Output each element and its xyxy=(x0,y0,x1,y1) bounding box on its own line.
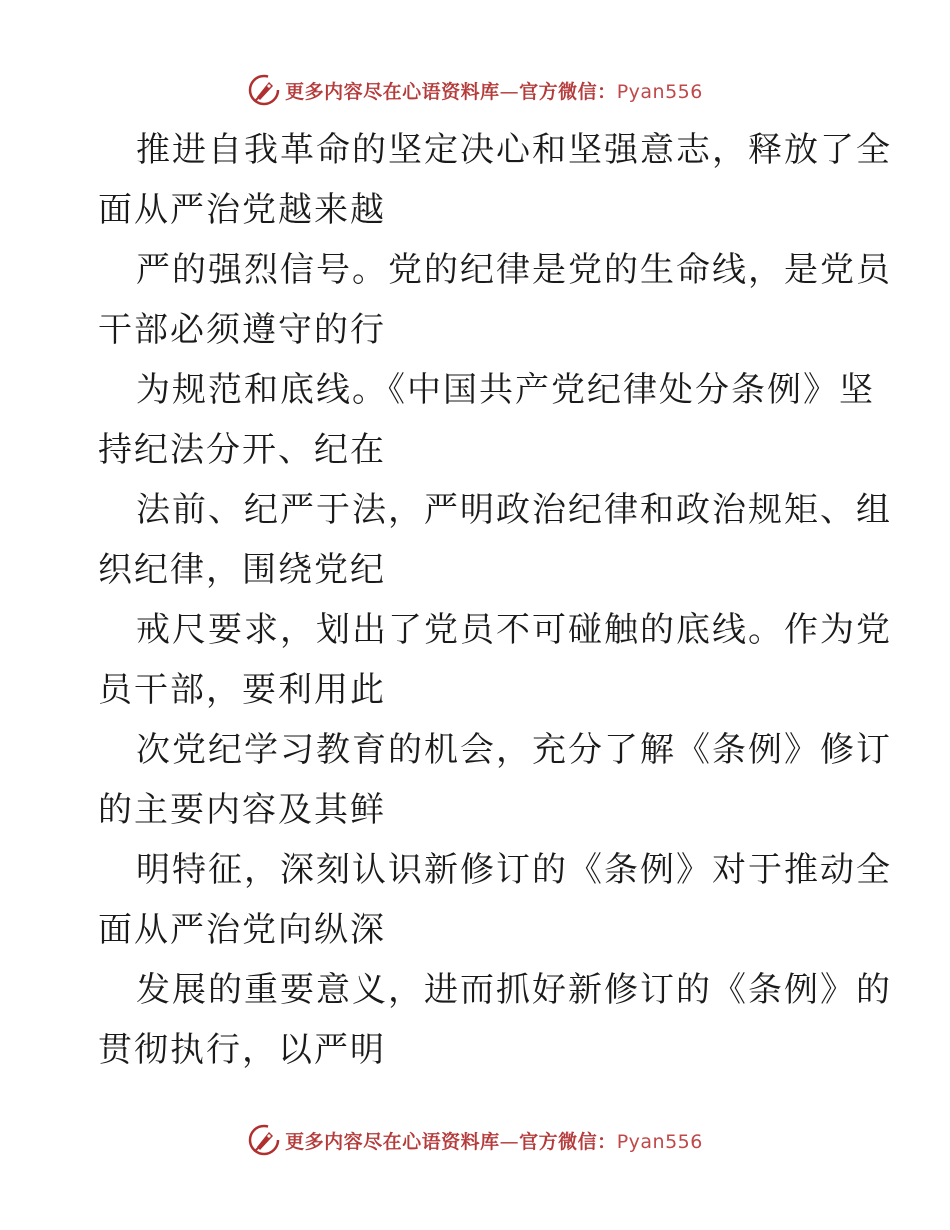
footer-banner xyxy=(0,1120,950,1160)
footer-text xyxy=(285,1127,703,1154)
text-line: 次党纪学习教育的机会，充分了解《条例》修订 xyxy=(136,730,892,770)
header-banner xyxy=(0,70,950,110)
text-line: 法前、纪严于法，严明政治纪律和政治规矩、组 xyxy=(136,490,892,530)
text-line: 戒尺要求，划出了党员不可碰触的底线。作为党 xyxy=(136,610,892,650)
text-line-pair-4 xyxy=(98,480,892,600)
footer-separator: — xyxy=(499,1130,520,1153)
header-contact-id: Pyan556 xyxy=(616,80,703,103)
text-line: 织纪律，围绕党纪 xyxy=(98,550,386,590)
text-line-pair-3 xyxy=(98,360,875,480)
text-line: 持纪法分开、纪在 xyxy=(98,430,386,470)
text-line: 的主要内容及其鲜 xyxy=(98,790,386,830)
text-line: 面从严治党越来越 xyxy=(98,190,386,230)
text-line-pair-2 xyxy=(98,240,892,360)
text-line: 明特征，深刻认识新修订的《条例》对于推动全 xyxy=(136,850,892,890)
text-line: 员干部，要利用此 xyxy=(98,670,386,710)
text-line: 发展的重要意义，进而抓好新修订的《条例》的 xyxy=(136,970,892,1010)
pen-nib-logo-icon xyxy=(247,73,281,107)
header-text xyxy=(285,77,703,104)
header-site-text: 更多内容尽在心语资料库 xyxy=(285,80,500,103)
text-line: 严的强烈信号。党的纪律是党的生命线，是党员 xyxy=(136,250,892,290)
text-line: 面从严治党向纵深 xyxy=(98,910,386,950)
text-line: 为规范和底线。《中国共产党纪律处分条例》坚 xyxy=(136,370,875,410)
text-line: 推进自我革命的坚定决心和坚强意志，释放了全 xyxy=(136,130,892,170)
text-line-pair-5 xyxy=(98,600,892,720)
header-separator: — xyxy=(499,80,520,103)
text-line: 贯彻执行，以严明 xyxy=(98,1030,386,1070)
footer-contact-id: Pyan556 xyxy=(616,1130,703,1153)
text-line-pair-1 xyxy=(98,120,892,240)
text-line-pair-8 xyxy=(98,960,892,1080)
footer-site-text: 更多内容尽在心语资料库 xyxy=(285,1130,500,1153)
text-line: 干部必须遵守的行 xyxy=(98,310,386,350)
pen-nib-logo-icon xyxy=(247,1123,281,1157)
text-line-pair-6 xyxy=(98,720,892,840)
footer-contact-label: 官方微信： xyxy=(519,1130,617,1153)
document-body xyxy=(98,120,892,1080)
header-contact-label: 官方微信： xyxy=(519,80,617,103)
text-line-pair-7 xyxy=(98,840,892,960)
